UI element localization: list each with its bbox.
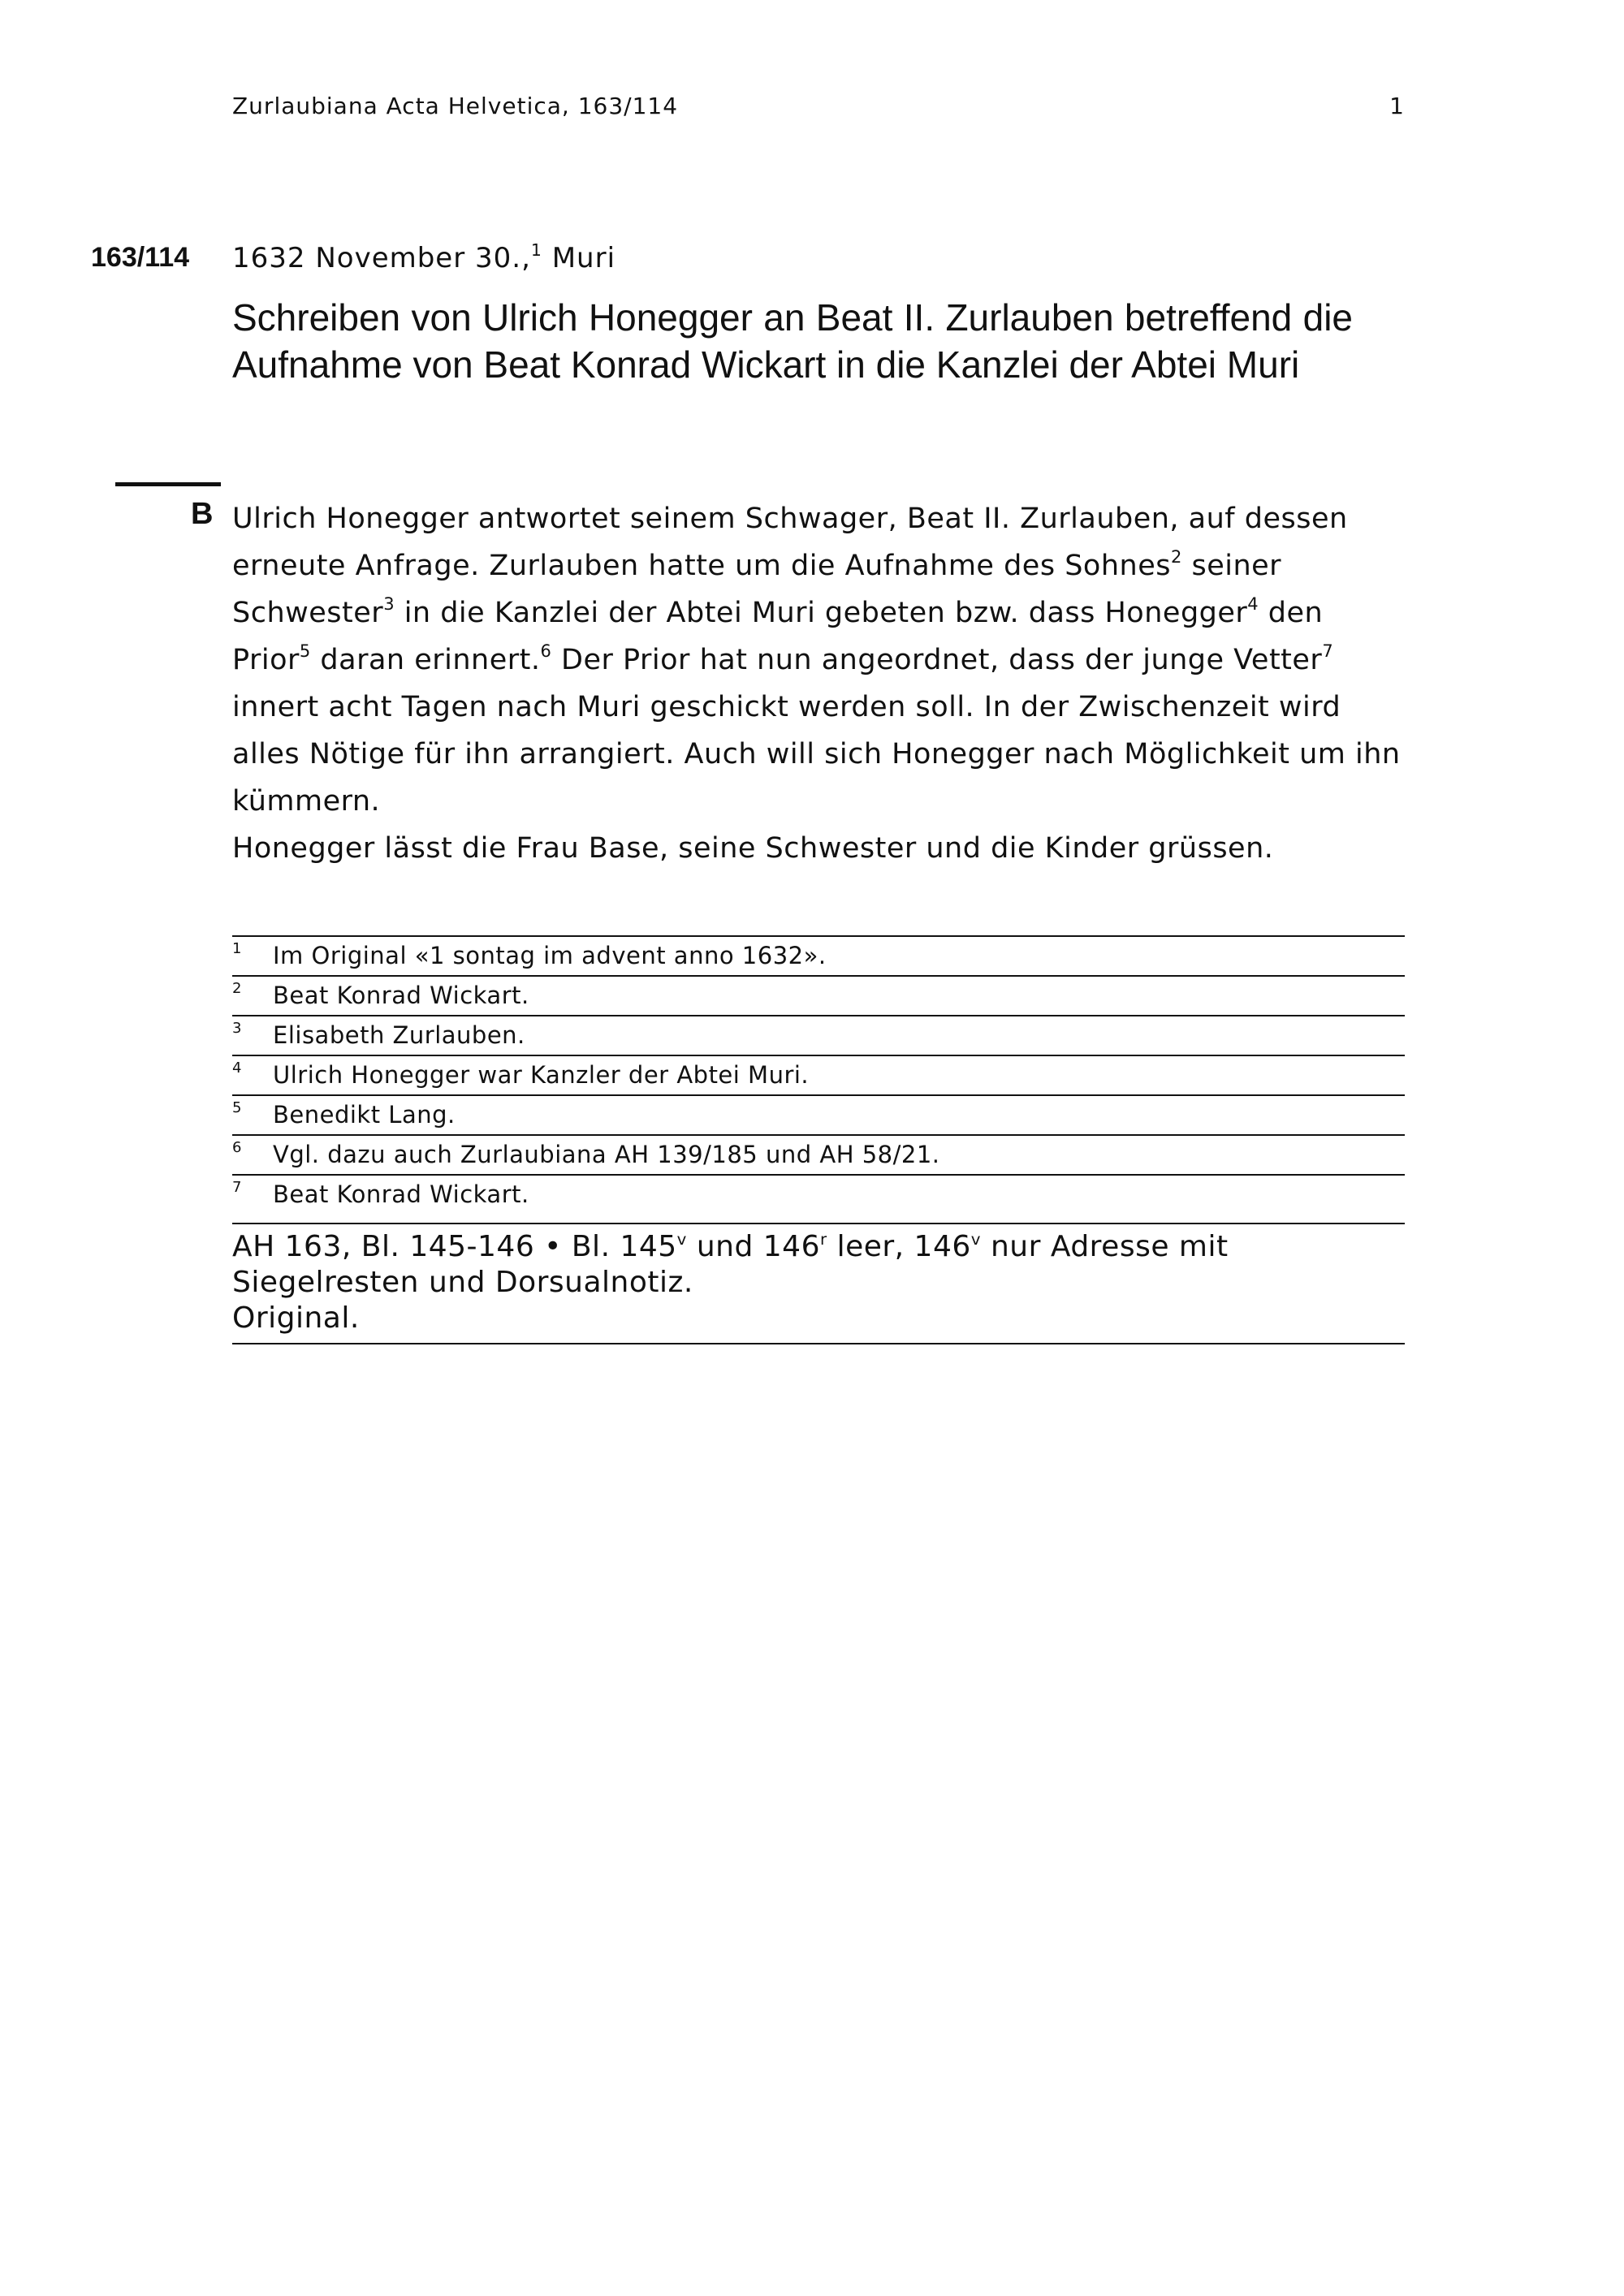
footnote-number: 7 [232, 1179, 242, 1196]
source-note [232, 1223, 1405, 1344]
footnote-number: 6 [232, 1139, 242, 1156]
footnote-text: Beat Konrad Wickart. [273, 1180, 529, 1208]
footnote [232, 1055, 1405, 1094]
document-place: Muri [551, 242, 616, 274]
footnote-ref-3[interactable]: 3 [383, 594, 395, 615]
footnote-ref-5[interactable]: 5 [299, 641, 311, 662]
footnote-ref-6[interactable]: 6 [540, 641, 552, 662]
document-title: Schreiben von Ulrich Honegger an Beat II. Zurlauben betreffend die Aufnahme von Beat Konrad Wickart in die Kanzlei der Abtei Muri [232, 296, 1353, 386]
footnote [232, 1134, 1405, 1174]
footnote [232, 975, 1405, 1015]
footnote [232, 1174, 1405, 1214]
footnote-ref-7[interactable]: 7 [1322, 641, 1334, 662]
footnote-text: Vgl. dazu auch Zurlaubiana AH 139/185 und AH 58/21. [273, 1141, 940, 1168]
page-number: 1 [1389, 93, 1405, 119]
footnote-number: 1 [232, 940, 242, 957]
footnote-ref-1[interactable]: 1 [530, 240, 542, 260]
summary-label: B [191, 497, 214, 531]
footnote [232, 1015, 1405, 1055]
footnote [232, 935, 1405, 975]
footnote-number: 4 [232, 1060, 242, 1077]
summary-greeting: Honegger lässt die Frau Base, seine Schwester und die Kinder grüssen. [232, 832, 1274, 865]
footnote [232, 1094, 1405, 1134]
document-number [91, 242, 189, 274]
footnote-number: 5 [232, 1099, 242, 1116]
footnote-ref-2[interactable]: 2 [1170, 547, 1182, 568]
footnote-ref-4[interactable]: 4 [1247, 594, 1259, 615]
document-number-rest: /114 [136, 242, 190, 273]
footnote-text: Ulrich Honegger war Kanzler der Abtei Muri. [273, 1061, 810, 1089]
footnote-number: 2 [232, 980, 242, 997]
source-line: AH 163, Bl. 145-146 • Bl. 145$^v$ und 146$^r$ leer, 146$^v$ nur Adresse mit Siegelresten und Dorsualnotiz. [232, 1230, 1229, 1299]
document-date: 1632 November 30., [232, 242, 531, 274]
section-rule [115, 482, 221, 486]
footnote-text: Elisabeth Zurlauben. [273, 1021, 525, 1049]
summary-paragraph: Ulrich Honegger antwortet seinem Schwager, Beat II. Zurlauben, auf dessen erneute Anfrage. Zurlauben hatte um die Aufnahme des Sohnes$^2$ seiner Schwester$^3$ in die Kanzlei der Abtei Muri gebeten bzw. dass Honegger$^4$ den Prior$^5$ daran erinnert.$^6$ Der Prior hat nun angeordnet, dass der junge Vetter$^7$ innert acht Tagen nach Muri geschickt werden soll. In der Zwischenzeit wird alles Nötige für ihn arrangiert. Auch will sich Honegger nach Möglichkeit um ihn kümmern. [232, 503, 1401, 818]
summary-text [232, 495, 1410, 872]
running-header-title: Zurlaubiana Acta Helvetica, 163/114 [232, 93, 679, 119]
footnotes-list [232, 935, 1405, 1214]
footnote-text: Im Original «1 sontag im advent anno 1632». [273, 942, 827, 969]
document-date-place [232, 242, 615, 274]
footnote-number: 3 [232, 1020, 242, 1037]
footnote-text: Beat Konrad Wickart. [273, 982, 529, 1009]
document-number-bold: 163 [91, 242, 137, 273]
footnote-text: Benedikt Lang. [273, 1101, 456, 1129]
source-type: Original. [232, 1301, 360, 1335]
